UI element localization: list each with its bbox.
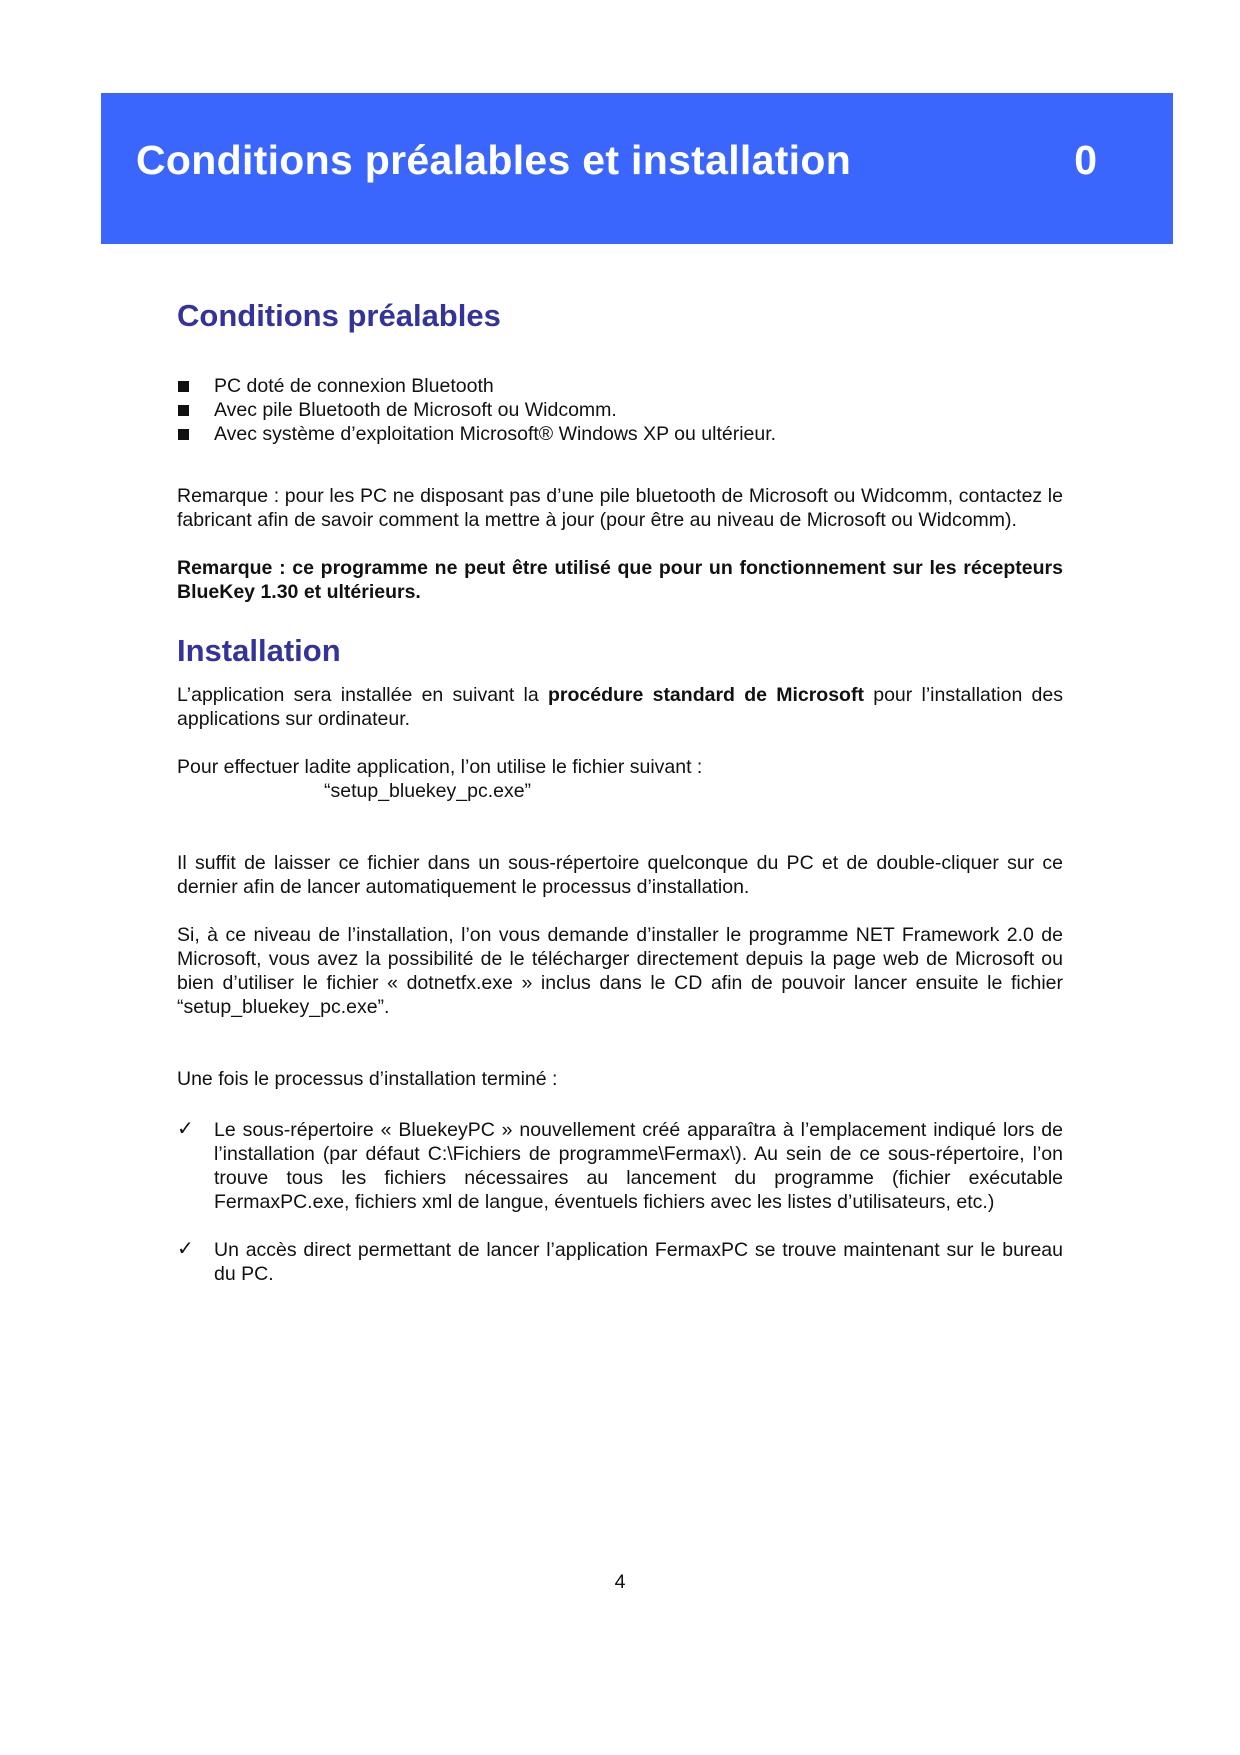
prereq-heading: Conditions préalables (177, 298, 501, 333)
install-heading: Installation (177, 633, 341, 668)
checkmark-icon: ✓ (177, 1116, 194, 1140)
list-item: Avec pile Bluetooth de Microsoft ou Widcomm. (177, 398, 1063, 422)
square-bullet-icon (178, 381, 189, 392)
setup-filename: “setup_bluekey_pc.exe” (324, 780, 532, 802)
list-item: Avec système d’exploitation Microsoft® Windows XP ou ultérieur. (177, 422, 1063, 446)
install-instructions: Il suffit de laisser ce fichier dans un sous-répertoire quelconque du PC et de double-cliquer sur ce dernier afin de lancer automatiquement le processus d’installation. (177, 852, 1063, 898)
result-list (177, 1118, 1063, 1286)
install-intro: L’application sera installée en suivant la procédure standard de Microsoft pour l’installation des applications sur ordinateur. (177, 684, 1063, 730)
net-framework-note: Si, à ce niveau de l’installation, l’on vous demande d’installer le programme NET Framework 2.0 de Microsoft, vous avez la possibilité de le télécharger directement depuis la page web de Microsoft ou bien d’utiliser le fichier « dotnetfx.exe » inclus dans le CD afin de pouvoir lancer ensuite le fichier “setup_bluekey_pc.exe”. (177, 924, 1063, 1018)
chapter-title: Conditions préalables et installation (136, 137, 852, 183)
square-bullet-icon (178, 405, 189, 416)
install-file-intro: Pour effectuer ladite application, l’on utilise le fichier suivant : (177, 756, 703, 778)
list-item: ✓ Un accès direct permettant de lancer l’application FermaxPC se trouve maintenant sur le bureau du PC. (177, 1236, 1063, 1285)
important-note: Remarque : ce programme ne peut être utilisé que pour un fonctionnement sur les récepteurs BlueKey 1.30 et ultérieurs. (177, 557, 1063, 603)
list-item: PC doté de connexion Bluetooth (177, 374, 1063, 398)
checkmark-icon: ✓ (177, 1236, 194, 1260)
chapter-banner (101, 93, 1173, 244)
note-paragraph: Remarque : pour les PC ne disposant pas d’une pile bluetooth de Microsoft ou Widcomm, contactez le fabricant afin de savoir comment la mettre à jour (pour être au niveau de Microsoft ou Widcomm). (177, 485, 1063, 531)
page-number: 4 (614, 1571, 626, 1593)
prereq-list (177, 374, 1063, 446)
square-bullet-icon (178, 429, 189, 440)
page-content (177, 296, 1063, 1286)
after-install-intro: Une fois le processus d’installation terminé : (177, 1068, 558, 1090)
list-item: ✓ Le sous-répertoire « BluekeyPC » nouvellement créé apparaîtra à l’emplacement indiqué lors de l’installation (par défaut C:\Fichiers de programme\Fermax\). Au sein de ce sous-répertoire, l’on trouve tous les fichiers nécessaires au lancement du programme (fichier exécutable FermaxPC.exe, fichiers xml de langue, éventuels fichiers avec les listes d’utilisateurs, etc.) (177, 1116, 1063, 1213)
chapter-number: 0 (1074, 137, 1097, 183)
